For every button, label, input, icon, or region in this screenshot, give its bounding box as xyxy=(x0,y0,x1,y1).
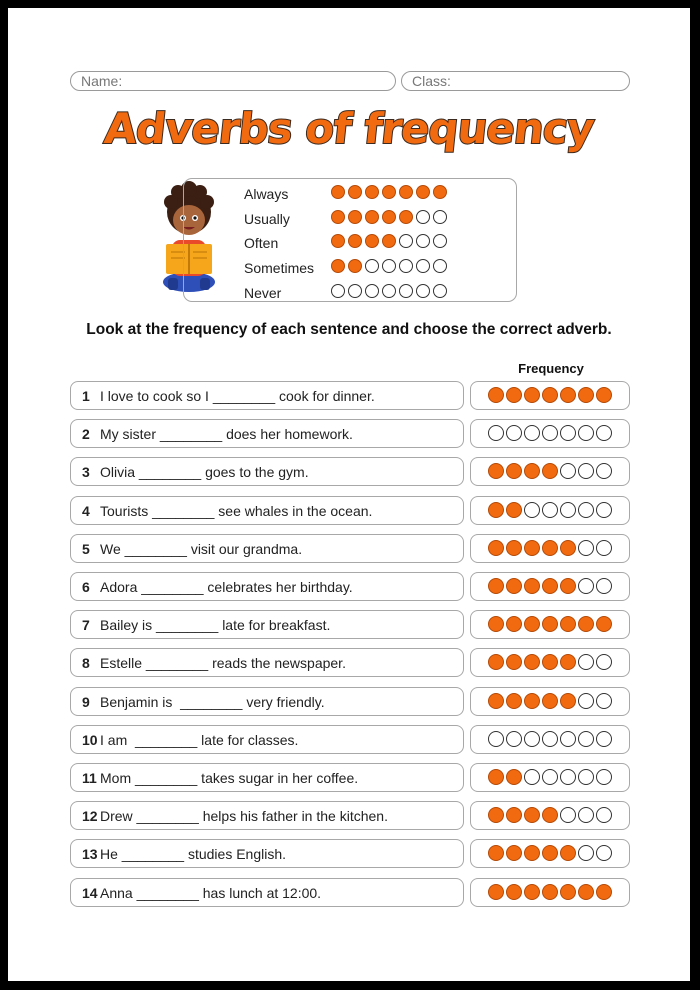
frequency-box xyxy=(470,457,630,486)
question-row xyxy=(70,534,630,563)
frequency-box xyxy=(470,878,630,907)
filled-circle-icon xyxy=(488,616,504,632)
empty-circle-icon xyxy=(331,284,345,298)
frequency-box xyxy=(470,381,630,410)
legend-label: Usually xyxy=(244,210,290,227)
question-row xyxy=(70,648,630,677)
question-text: Benjamin is ________ very friendly. xyxy=(100,693,325,710)
empty-circle-icon xyxy=(560,502,576,518)
question-row xyxy=(70,687,630,716)
filled-circle-icon xyxy=(560,578,576,594)
empty-circle-icon xyxy=(596,578,612,594)
empty-circle-icon xyxy=(578,425,594,441)
question-row xyxy=(70,878,630,907)
empty-circle-icon xyxy=(596,654,612,670)
question-text: Estelle ________ reads the newspaper. xyxy=(100,655,346,672)
question-text: We ________ visit our grandma. xyxy=(100,540,303,557)
empty-circle-icon xyxy=(524,502,540,518)
filled-circle-icon xyxy=(365,210,379,224)
legend-label: Sometimes xyxy=(244,260,315,277)
filled-circle-icon xyxy=(331,210,345,224)
question-number: 2 xyxy=(82,426,90,443)
empty-circle-icon xyxy=(488,425,504,441)
empty-circle-icon xyxy=(382,284,396,298)
question-text: Olivia ________ goes to the gym. xyxy=(100,464,309,481)
filled-circle-icon xyxy=(382,234,396,248)
question-box xyxy=(70,725,464,754)
frequency-dots xyxy=(488,654,614,670)
frequency-box xyxy=(470,496,630,525)
frequency-box xyxy=(470,801,630,830)
frequency-box xyxy=(470,687,630,716)
filled-circle-icon xyxy=(331,234,345,248)
empty-circle-icon xyxy=(596,845,612,861)
frequency-box xyxy=(470,610,630,639)
question-text: Mom ________ takes sugar in her coffee. xyxy=(100,770,359,786)
question-row xyxy=(70,801,630,830)
filled-circle-icon xyxy=(506,693,522,709)
empty-circle-icon xyxy=(560,463,576,479)
question-box xyxy=(70,534,464,563)
empty-circle-icon xyxy=(560,807,576,823)
question-box xyxy=(70,839,464,868)
frequency-dots xyxy=(488,425,614,441)
filled-circle-icon xyxy=(524,807,540,823)
frequency-dots xyxy=(488,463,614,479)
name-field[interactable] xyxy=(70,71,396,91)
empty-circle-icon xyxy=(416,234,430,248)
filled-circle-icon xyxy=(488,654,504,670)
filled-circle-icon xyxy=(506,502,522,518)
empty-circle-icon xyxy=(542,769,558,785)
filled-circle-icon xyxy=(542,807,558,823)
filled-circle-icon xyxy=(488,387,504,403)
question-box xyxy=(70,878,464,907)
filled-circle-icon xyxy=(542,463,558,479)
frequency-dots xyxy=(331,185,450,199)
frequency-dots xyxy=(331,284,450,298)
question-row xyxy=(70,496,630,525)
frequency-dots xyxy=(488,807,614,823)
class-label: Class: xyxy=(412,73,451,89)
filled-circle-icon xyxy=(488,769,504,785)
filled-circle-icon xyxy=(542,845,558,861)
filled-circle-icon xyxy=(365,234,379,248)
question-number: 6 xyxy=(82,579,90,595)
empty-circle-icon xyxy=(382,259,396,273)
frequency-dots xyxy=(488,884,614,900)
frequency-dots xyxy=(488,387,614,403)
frequency-dots xyxy=(331,259,450,273)
filled-circle-icon xyxy=(506,845,522,861)
frequency-box xyxy=(470,572,630,601)
filled-circle-icon xyxy=(506,578,522,594)
empty-circle-icon xyxy=(596,769,612,785)
filled-circle-icon xyxy=(506,884,522,900)
filled-circle-icon xyxy=(488,502,504,518)
empty-circle-icon xyxy=(578,807,594,823)
class-field[interactable] xyxy=(401,71,630,91)
question-row xyxy=(70,610,630,639)
filled-circle-icon xyxy=(506,654,522,670)
question-number: 9 xyxy=(82,693,90,710)
empty-circle-icon xyxy=(416,259,430,273)
question-row xyxy=(70,572,630,601)
filled-circle-icon xyxy=(433,185,447,199)
empty-circle-icon xyxy=(596,502,612,518)
question-box xyxy=(70,419,464,448)
filled-circle-icon xyxy=(542,654,558,670)
frequency-dots xyxy=(488,540,614,556)
empty-circle-icon xyxy=(399,259,413,273)
filled-circle-icon xyxy=(542,578,558,594)
empty-circle-icon xyxy=(524,731,540,747)
worksheet-page xyxy=(8,8,690,981)
question-row xyxy=(70,419,630,448)
empty-circle-icon xyxy=(416,284,430,298)
filled-circle-icon xyxy=(488,578,504,594)
question-box xyxy=(70,572,464,601)
question-number: 12 xyxy=(82,808,98,825)
filled-circle-icon xyxy=(542,884,558,900)
filled-circle-icon xyxy=(560,654,576,670)
frequency-dots xyxy=(488,769,614,785)
filled-circle-icon xyxy=(560,693,576,709)
question-box xyxy=(70,687,464,716)
filled-circle-icon xyxy=(596,387,612,403)
filled-circle-icon xyxy=(524,654,540,670)
empty-circle-icon xyxy=(578,502,594,518)
empty-circle-icon xyxy=(524,425,540,441)
filled-circle-icon xyxy=(578,616,594,632)
empty-circle-icon xyxy=(399,234,413,248)
frequency-dots xyxy=(331,234,450,248)
question-text: Bailey is ________ late for breakfast. xyxy=(100,617,331,634)
filled-circle-icon xyxy=(542,540,558,556)
frequency-box xyxy=(470,725,630,754)
empty-circle-icon xyxy=(596,540,612,556)
empty-circle-icon xyxy=(578,540,594,556)
question-text: I am ________ late for classes. xyxy=(100,731,299,748)
question-number: 14 xyxy=(82,884,98,901)
empty-circle-icon xyxy=(596,463,612,479)
question-text: Adora ________ celebrates her birthday. xyxy=(100,579,353,595)
frequency-box xyxy=(470,648,630,677)
question-number: 11 xyxy=(82,770,97,786)
question-text: Tourists ________ see whales in the ocean. xyxy=(100,502,373,519)
empty-circle-icon xyxy=(578,463,594,479)
question-text: I love to cook so I ________ cook for dinner. xyxy=(100,388,375,404)
empty-circle-icon xyxy=(596,693,612,709)
empty-circle-icon xyxy=(560,731,576,747)
filled-circle-icon xyxy=(382,185,396,199)
question-box xyxy=(70,381,464,410)
empty-circle-icon xyxy=(433,210,447,224)
question-number: 8 xyxy=(82,655,90,672)
filled-circle-icon xyxy=(506,387,522,403)
question-row xyxy=(70,725,630,754)
question-number: 10 xyxy=(82,731,98,748)
question-number: 5 xyxy=(82,540,90,557)
filled-circle-icon xyxy=(578,884,594,900)
empty-circle-icon xyxy=(348,284,362,298)
filled-circle-icon xyxy=(348,210,362,224)
name-label: Name: xyxy=(81,73,123,89)
filled-circle-icon xyxy=(524,540,540,556)
filled-circle-icon xyxy=(524,616,540,632)
empty-circle-icon xyxy=(416,210,430,224)
filled-circle-icon xyxy=(488,845,504,861)
empty-circle-icon xyxy=(399,284,413,298)
filled-circle-icon xyxy=(506,769,522,785)
question-row xyxy=(70,457,630,486)
question-box xyxy=(70,457,464,486)
empty-circle-icon xyxy=(506,731,522,747)
empty-circle-icon xyxy=(596,807,612,823)
filled-circle-icon xyxy=(560,884,576,900)
question-text: My sister ________ does her homework. xyxy=(100,426,353,443)
frequency-dots xyxy=(488,731,614,747)
filled-circle-icon xyxy=(506,540,522,556)
question-number: 3 xyxy=(82,464,90,481)
frequency-dots xyxy=(488,616,614,632)
empty-circle-icon xyxy=(578,731,594,747)
empty-circle-icon xyxy=(578,578,594,594)
filled-circle-icon xyxy=(542,693,558,709)
question-row xyxy=(70,763,630,792)
filled-circle-icon xyxy=(596,616,612,632)
empty-circle-icon xyxy=(542,502,558,518)
filled-circle-icon xyxy=(331,185,345,199)
frequency-dots xyxy=(488,502,614,518)
question-row xyxy=(70,839,630,868)
filled-circle-icon xyxy=(488,884,504,900)
empty-circle-icon xyxy=(365,284,379,298)
empty-circle-icon xyxy=(365,259,379,273)
empty-circle-icon xyxy=(578,845,594,861)
question-text: Anna ________ has lunch at 12:00. xyxy=(100,884,322,901)
empty-circle-icon xyxy=(578,654,594,670)
filled-circle-icon xyxy=(399,185,413,199)
question-number: 1 xyxy=(82,388,90,404)
filled-circle-icon xyxy=(416,185,430,199)
question-box xyxy=(70,763,464,792)
frequency-dots xyxy=(488,693,614,709)
frequency-box xyxy=(470,763,630,792)
question-box xyxy=(70,648,464,677)
frequency-column-header: Frequency xyxy=(518,361,584,376)
empty-circle-icon xyxy=(596,731,612,747)
page-title: Adverbs of frequency xyxy=(102,104,596,153)
filled-circle-icon xyxy=(524,845,540,861)
filled-circle-icon xyxy=(348,234,362,248)
empty-circle-icon xyxy=(433,234,447,248)
question-box xyxy=(70,610,464,639)
frequency-dots xyxy=(488,578,614,594)
question-number: 4 xyxy=(82,502,90,519)
filled-circle-icon xyxy=(560,540,576,556)
empty-circle-icon xyxy=(560,769,576,785)
frequency-box xyxy=(470,419,630,448)
filled-circle-icon xyxy=(506,616,522,632)
filled-circle-icon xyxy=(488,540,504,556)
filled-circle-icon xyxy=(560,845,576,861)
filled-circle-icon xyxy=(348,185,362,199)
empty-circle-icon xyxy=(560,425,576,441)
empty-circle-icon xyxy=(433,284,447,298)
filled-circle-icon xyxy=(524,578,540,594)
filled-circle-icon xyxy=(488,807,504,823)
filled-circle-icon xyxy=(542,616,558,632)
filled-circle-icon xyxy=(524,463,540,479)
question-row xyxy=(70,381,630,410)
frequency-box xyxy=(470,839,630,868)
filled-circle-icon xyxy=(348,259,362,273)
legend-label: Never xyxy=(244,284,282,301)
question-box xyxy=(70,801,464,830)
empty-circle-icon xyxy=(542,731,558,747)
filled-circle-icon xyxy=(365,185,379,199)
question-number: 13 xyxy=(82,846,98,863)
empty-circle-icon xyxy=(578,693,594,709)
filled-circle-icon xyxy=(578,387,594,403)
legend-label: Always xyxy=(244,186,289,202)
question-text: Drew ________ helps his father in the kitchen. xyxy=(100,808,388,825)
empty-circle-icon xyxy=(596,425,612,441)
frequency-box xyxy=(470,534,630,563)
filled-circle-icon xyxy=(506,807,522,823)
frequency-dots xyxy=(331,210,450,224)
filled-circle-icon xyxy=(524,884,540,900)
empty-circle-icon xyxy=(433,259,447,273)
question-box xyxy=(70,496,464,525)
filled-circle-icon xyxy=(488,693,504,709)
filled-circle-icon xyxy=(560,616,576,632)
filled-circle-icon xyxy=(524,387,540,403)
filled-circle-icon xyxy=(506,463,522,479)
filled-circle-icon xyxy=(399,210,413,224)
question-number: 7 xyxy=(82,617,90,634)
filled-circle-icon xyxy=(596,884,612,900)
empty-circle-icon xyxy=(578,769,594,785)
filled-circle-icon xyxy=(560,387,576,403)
instruction-text: Look at the frequency of each sentence and choose the correct adverb. xyxy=(86,321,612,338)
filled-circle-icon xyxy=(488,463,504,479)
filled-circle-icon xyxy=(382,210,396,224)
frequency-dots xyxy=(488,845,614,861)
empty-circle-icon xyxy=(506,425,522,441)
frequency-legend xyxy=(183,178,517,302)
empty-circle-icon xyxy=(542,425,558,441)
filled-circle-icon xyxy=(524,693,540,709)
filled-circle-icon xyxy=(542,387,558,403)
empty-circle-icon xyxy=(488,731,504,747)
filled-circle-icon xyxy=(331,259,345,273)
legend-label: Often xyxy=(244,235,279,252)
question-text: He ________ studies English. xyxy=(100,846,287,863)
empty-circle-icon xyxy=(524,769,540,785)
